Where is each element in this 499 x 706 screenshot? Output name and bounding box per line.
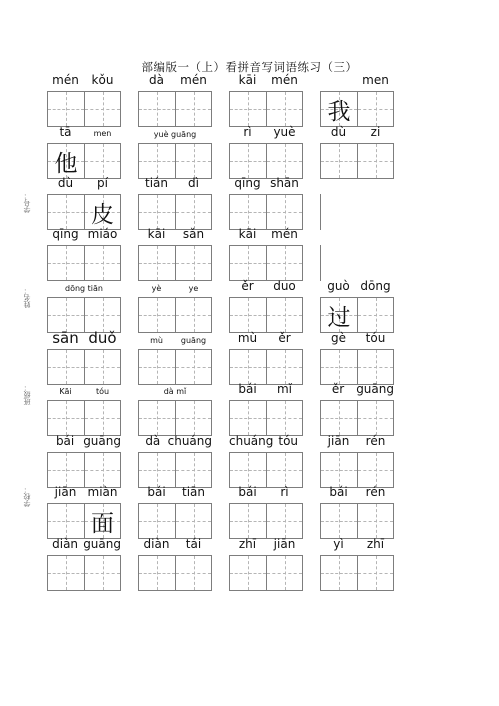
writing-grid[interactable] <box>229 143 303 179</box>
grid-cell[interactable] <box>84 298 120 332</box>
word-item <box>47 227 121 281</box>
writing-grid[interactable] <box>47 297 121 333</box>
pinyin-syllable: yuè <box>273 125 296 139</box>
word-item <box>229 382 303 436</box>
writing-grid[interactable] <box>320 297 394 333</box>
pinyin-syllable: diàn <box>52 537 79 551</box>
pinyin-syllable: guāng <box>83 537 121 551</box>
word-item <box>138 537 212 591</box>
pinyin <box>138 130 212 139</box>
pinyin-syllable: zi <box>370 125 381 139</box>
grid-cell[interactable] <box>230 401 266 435</box>
written-character: 他 <box>54 150 78 177</box>
pinyin-syllable: sān <box>52 329 79 347</box>
grid-cell[interactable] <box>357 92 393 126</box>
word-item <box>47 537 121 591</box>
writing-grid[interactable] <box>138 400 212 436</box>
grid-cell[interactable] <box>48 401 84 435</box>
word-item <box>47 329 121 385</box>
pinyin <box>47 434 121 448</box>
word-item <box>229 176 303 230</box>
pinyin-syllable: kāi <box>238 227 257 241</box>
writing-grid[interactable] <box>229 349 303 385</box>
word-item <box>138 434 212 488</box>
writing-grid[interactable] <box>138 452 212 488</box>
pinyin-syllable: dōng <box>360 279 391 293</box>
grid-cell[interactable] <box>48 144 84 178</box>
writing-grid[interactable] <box>47 143 121 179</box>
writing-grid[interactable] <box>47 452 121 488</box>
pinyin-syllable: ěr <box>278 331 291 345</box>
grid-cell[interactable] <box>321 350 357 384</box>
grid-cell[interactable] <box>266 556 302 590</box>
pinyin-syllable: men <box>93 129 112 138</box>
grid-cell[interactable] <box>230 556 266 590</box>
writing-grid[interactable] <box>47 194 121 230</box>
grid-cell[interactable] <box>139 350 175 384</box>
pinyin-syllable: rì <box>243 125 252 139</box>
pinyin-syllable: guāng <box>83 434 121 448</box>
written-character: 过 <box>327 304 351 331</box>
grid-cell[interactable] <box>48 246 84 280</box>
grid-cell[interactable] <box>175 350 211 384</box>
grid-cell[interactable] <box>266 350 302 384</box>
writing-grid[interactable] <box>229 245 303 281</box>
grid-cell[interactable] <box>48 453 84 487</box>
writing-grid[interactable] <box>138 245 212 281</box>
pinyin-syllable: chuáng <box>229 434 274 448</box>
pinyin <box>47 125 121 139</box>
writing-grid[interactable] <box>138 349 212 385</box>
word-item <box>320 279 394 333</box>
pinyin <box>138 485 212 499</box>
writing-grid[interactable] <box>320 349 394 385</box>
grid-cell[interactable] <box>139 298 175 332</box>
pinyin-syllable <box>320 73 357 87</box>
class-label: 班级： <box>23 384 31 405</box>
grid-cell[interactable] <box>139 556 175 590</box>
pinyin-syllable: tóu <box>278 434 299 448</box>
writing-grid[interactable] <box>320 143 394 179</box>
word-item <box>138 73 212 127</box>
pinyin-syllable: kǒu <box>91 73 114 87</box>
word-item <box>320 434 394 488</box>
pinyin-syllable: ye <box>188 284 199 293</box>
pinyin-syllable: bái <box>238 485 257 499</box>
pinyin-syllable: tóu <box>365 331 386 345</box>
pinyin-syllable: qīng <box>234 176 261 190</box>
pinyin <box>320 537 394 551</box>
pinyin <box>229 125 303 139</box>
writing-grid[interactable] <box>229 503 303 539</box>
pinyin-syllable: bái <box>55 434 75 448</box>
grid-cell[interactable] <box>84 195 120 229</box>
pinyin-syllable: mén <box>271 73 298 87</box>
pinyin-syllable: guò <box>327 279 350 293</box>
grid-cell[interactable] <box>48 504 84 538</box>
writing-grid[interactable] <box>229 194 303 230</box>
grid-cell[interactable] <box>357 504 393 538</box>
grid-cell[interactable] <box>357 350 393 384</box>
grid-cell[interactable] <box>48 195 84 229</box>
school-label: 学校： <box>23 486 31 507</box>
writing-grid[interactable] <box>320 503 394 539</box>
word-item <box>47 387 121 436</box>
pinyin <box>320 382 394 396</box>
pinyin-syllable: diàn <box>143 537 170 551</box>
pinyin <box>47 485 121 499</box>
pinyin-syllable: yè <box>151 284 162 293</box>
word-item <box>320 331 394 385</box>
pinyin-syllable: tái <box>185 537 202 551</box>
writing-grid[interactable] <box>138 297 212 333</box>
word-item <box>47 176 121 230</box>
grid-cell[interactable] <box>266 92 302 126</box>
word-item <box>229 434 303 488</box>
pinyin-syllable: tā <box>59 125 72 139</box>
word-item <box>138 130 212 179</box>
pinyin <box>229 434 303 448</box>
writing-grid[interactable] <box>47 245 121 281</box>
pinyin <box>138 227 212 241</box>
pinyin-syllable: dù <box>57 176 74 190</box>
grid-cell[interactable] <box>230 92 266 126</box>
pinyin <box>320 73 394 87</box>
grid-cell[interactable] <box>266 504 302 538</box>
pinyin-syllable: jiān <box>327 434 350 448</box>
word-item <box>138 336 212 385</box>
pinyin-syllable: zhī <box>238 537 257 551</box>
grid-cell[interactable] <box>230 298 266 332</box>
grid-cell[interactable] <box>48 298 84 332</box>
pinyin-syllable: tián <box>145 176 168 190</box>
pinyin-syllable: chuáng <box>167 434 212 448</box>
grid-cell[interactable] <box>357 453 393 487</box>
pinyin-syllable: mén <box>271 227 298 241</box>
page-title: 部编版一（上）看拼音写词语练习（三） <box>141 60 358 74</box>
grid-cell[interactable] <box>266 298 302 332</box>
pinyin-syllable: kāi <box>238 73 257 87</box>
pinyin-syllable: duǒ <box>88 329 117 347</box>
pinyin-syllable: ěr <box>331 382 345 396</box>
pinyin <box>47 284 121 293</box>
pinyin <box>138 284 212 293</box>
pinyin-syllable: bái <box>147 485 166 499</box>
pinyin-syllable: men <box>362 73 389 87</box>
pinyin <box>47 537 121 551</box>
grid-cell[interactable] <box>175 556 211 590</box>
pinyin <box>229 279 303 293</box>
written-character: 面 <box>91 510 114 537</box>
pinyin-syllable: mù <box>150 336 163 345</box>
grid-cell[interactable] <box>230 195 266 229</box>
writing-grid[interactable] <box>229 555 303 591</box>
pinyin <box>47 227 121 241</box>
writing-grid[interactable] <box>138 194 212 230</box>
word-item <box>320 73 394 127</box>
grid-cell[interactable] <box>139 144 175 178</box>
grid-cell[interactable] <box>357 298 393 332</box>
pinyin-syllable: qīng <box>52 227 79 241</box>
writing-grid[interactable] <box>47 349 121 385</box>
pinyin-syllable: bái <box>238 382 257 396</box>
pinyin-syllable: mǐ <box>276 382 293 396</box>
word-item <box>320 537 394 591</box>
pinyin <box>229 485 303 499</box>
pinyin <box>138 537 212 551</box>
written-character: 皮 <box>91 201 114 228</box>
word-item <box>47 485 121 539</box>
word-item <box>229 73 303 127</box>
word-item <box>47 125 121 179</box>
pinyin-syllable: dì <box>188 176 199 190</box>
grid-cell[interactable] <box>175 401 211 435</box>
pinyin <box>320 279 394 293</box>
pinyin-syllable: ěr <box>241 279 254 293</box>
pinyin-syllable: zhī <box>366 537 385 551</box>
grid-cell[interactable] <box>266 144 302 178</box>
pinyin-syllable: mù <box>237 331 258 345</box>
grid-cell[interactable] <box>84 504 120 538</box>
grid-cell[interactable] <box>48 92 84 126</box>
pinyin <box>47 176 121 190</box>
grid-cell[interactable] <box>139 92 175 126</box>
writing-grid[interactable] <box>138 503 212 539</box>
word-item <box>320 382 394 436</box>
pinyin <box>229 382 303 396</box>
word-item <box>229 227 303 281</box>
pinyin <box>320 434 394 448</box>
pinyin <box>229 537 303 551</box>
name-label: 姓名： <box>23 287 31 308</box>
grid-cell[interactable] <box>175 504 211 538</box>
writing-grid[interactable] <box>229 400 303 436</box>
word-item <box>47 73 121 127</box>
writing-grid[interactable] <box>320 91 394 127</box>
pinyin-syllable: mén <box>180 73 207 87</box>
word-item <box>138 485 212 539</box>
writing-grid[interactable] <box>229 297 303 333</box>
pinyin-syllable: dà mǐ <box>163 387 187 396</box>
pinyin-syllable: dà <box>145 434 161 448</box>
pinyin-syllable: rén <box>365 434 386 448</box>
written-character: 我 <box>327 98 351 125</box>
pinyin <box>229 176 303 190</box>
pinyin <box>138 176 212 190</box>
grid-cell[interactable] <box>357 556 393 590</box>
word-item <box>320 485 394 539</box>
pinyin-syllable: tiān <box>182 485 205 499</box>
word-item <box>320 125 394 179</box>
writing-grid[interactable] <box>47 503 121 539</box>
grid-cell[interactable] <box>84 556 120 590</box>
pinyin <box>138 387 212 396</box>
grid-cell[interactable] <box>48 556 84 590</box>
student-no-label: 学号： <box>23 192 31 213</box>
grid-cell[interactable] <box>139 401 175 435</box>
pinyin <box>320 485 394 499</box>
pinyin <box>47 387 121 396</box>
pinyin-syllable: dù <box>330 125 347 139</box>
grid-cell[interactable] <box>175 195 211 229</box>
pinyin-syllable: kāi <box>147 227 166 241</box>
word-item <box>47 434 121 488</box>
grid-cell[interactable] <box>266 195 302 229</box>
pinyin-syllable: rì <box>280 485 289 499</box>
grid-cell[interactable] <box>84 246 120 280</box>
grid-cell[interactable] <box>321 144 357 178</box>
word-item <box>47 284 121 333</box>
grid-cell[interactable] <box>321 298 357 332</box>
grid-cell[interactable] <box>230 144 266 178</box>
pinyin-syllable: mén <box>52 73 79 87</box>
grid-cell[interactable] <box>175 298 211 332</box>
pinyin-syllable: jiān <box>273 537 296 551</box>
pinyin-syllable: gè <box>331 331 346 345</box>
pinyin <box>320 331 394 345</box>
writing-grid[interactable] <box>138 91 212 127</box>
grid-cell[interactable] <box>230 246 266 280</box>
pinyin <box>138 73 212 87</box>
word-item <box>138 387 212 436</box>
word-item <box>229 331 303 385</box>
pinyin-syllable: duo <box>273 279 296 293</box>
writing-grid[interactable] <box>320 400 394 436</box>
grid-cell[interactable] <box>139 453 175 487</box>
writing-grid[interactable] <box>229 452 303 488</box>
grid-cell[interactable] <box>266 401 302 435</box>
writing-grid[interactable] <box>47 555 121 591</box>
grid-cell[interactable] <box>84 350 120 384</box>
grid-cell[interactable] <box>175 92 211 126</box>
word-item <box>138 176 212 230</box>
grid-cell[interactable] <box>230 350 266 384</box>
word-item <box>138 284 212 333</box>
grid-cell[interactable] <box>84 453 120 487</box>
writing-grid[interactable] <box>47 91 121 127</box>
grid-cell[interactable] <box>48 350 84 384</box>
grid-cell[interactable] <box>230 504 266 538</box>
grid-cell[interactable] <box>175 144 211 178</box>
pinyin <box>229 227 303 241</box>
word-item <box>229 537 303 591</box>
word-item <box>229 125 303 179</box>
writing-grid[interactable] <box>138 143 212 179</box>
grid-cell[interactable] <box>139 195 175 229</box>
writing-grid[interactable] <box>320 452 394 488</box>
writing-grid[interactable] <box>320 555 394 591</box>
grid-cell[interactable] <box>175 453 211 487</box>
pinyin-syllable: rén <box>365 485 386 499</box>
pinyin-syllable: Kāi <box>59 387 72 396</box>
pinyin <box>47 329 121 347</box>
grid-cell[interactable] <box>321 453 357 487</box>
grid-cell[interactable] <box>266 246 302 280</box>
pinyin-syllable: guāng <box>356 382 394 396</box>
pinyin-syllable: dōng tiān <box>65 284 103 293</box>
pinyin-syllable: sǎn <box>182 227 205 241</box>
pinyin-syllable: shān <box>270 176 299 190</box>
grid-edge <box>320 245 321 281</box>
writing-grid[interactable] <box>229 91 303 127</box>
grid-cell[interactable] <box>357 144 393 178</box>
grid-edge <box>320 194 321 230</box>
pinyin-syllable: miáo <box>87 227 118 241</box>
pinyin <box>138 336 212 345</box>
pinyin <box>229 73 303 87</box>
grid-cell[interactable] <box>357 401 393 435</box>
pinyin-syllable: bái <box>329 485 348 499</box>
pinyin <box>138 434 212 448</box>
pinyin-syllable: tóu <box>95 387 110 396</box>
grid-cell[interactable] <box>230 453 266 487</box>
grid-cell[interactable] <box>84 92 120 126</box>
word-item <box>229 485 303 539</box>
pinyin-syllable: miàn <box>87 485 118 499</box>
pinyin <box>229 331 303 345</box>
word-item <box>229 279 303 333</box>
writing-grid[interactable] <box>47 400 121 436</box>
pinyin-syllable: jiān <box>54 485 77 499</box>
grid-cell[interactable] <box>139 246 175 280</box>
grid-cell[interactable] <box>321 92 357 126</box>
pinyin <box>47 73 121 87</box>
grid-cell[interactable] <box>321 504 357 538</box>
word-item <box>138 227 212 281</box>
pinyin-syllable: yì <box>333 537 344 551</box>
pinyin-syllable: yuè guāng <box>153 130 197 139</box>
pinyin-syllable: pí <box>97 176 108 190</box>
pinyin-syllable: guāng <box>180 336 207 345</box>
grid-cell[interactable] <box>266 453 302 487</box>
grid-cell[interactable] <box>321 401 357 435</box>
writing-grid[interactable] <box>138 555 212 591</box>
pinyin-syllable: dà <box>149 73 164 87</box>
grid-cell[interactable] <box>321 556 357 590</box>
grid-cell[interactable] <box>84 401 120 435</box>
grid-cell[interactable] <box>175 246 211 280</box>
grid-cell[interactable] <box>84 144 120 178</box>
grid-cell[interactable] <box>139 504 175 538</box>
pinyin <box>320 125 394 139</box>
